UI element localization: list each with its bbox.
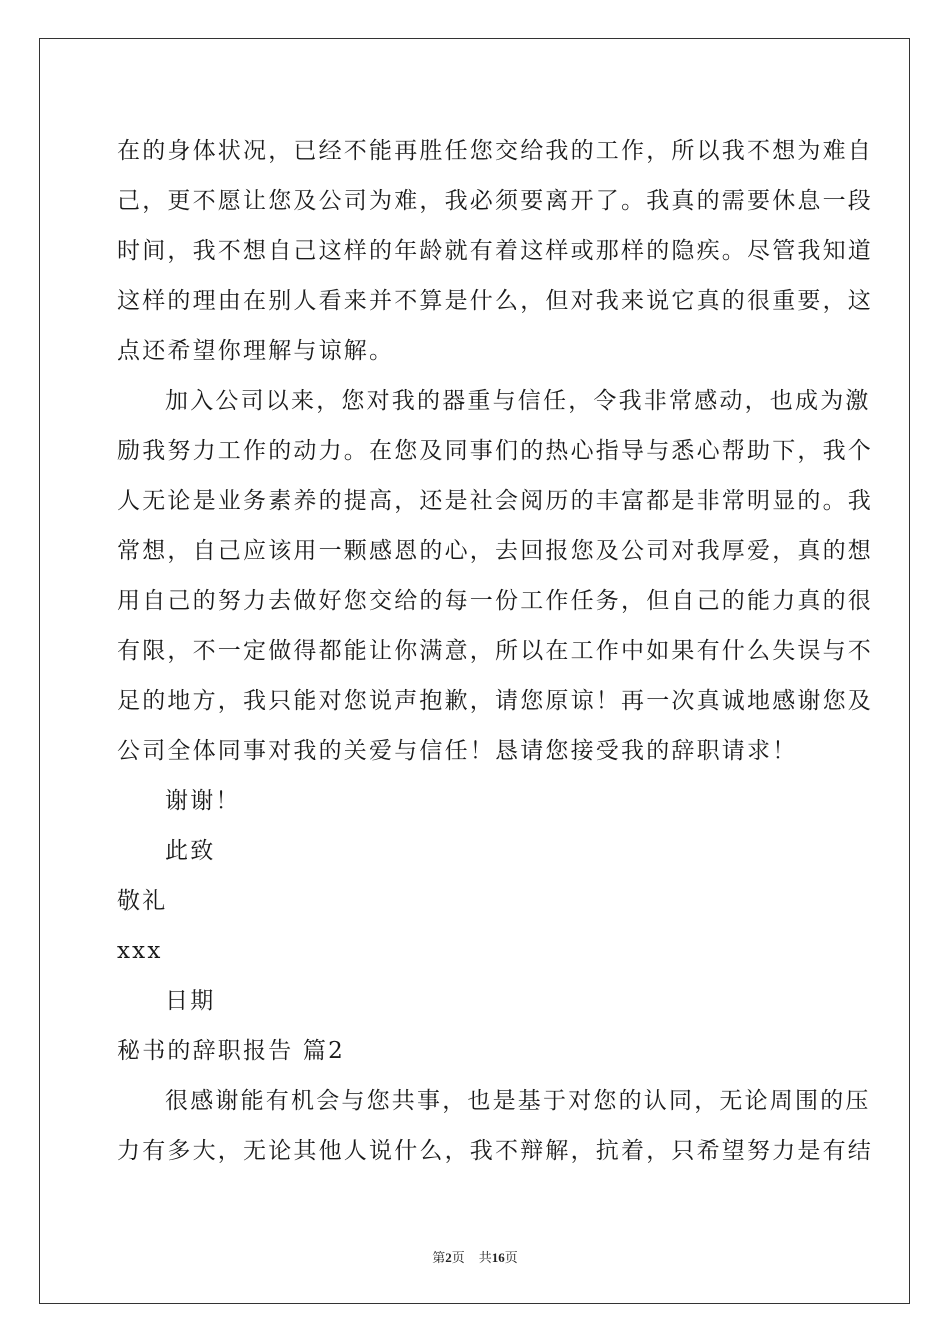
text-line: 常想，自己应该用一颗感恩的心，去回报您及公司对我厚爱，真的想 xyxy=(117,538,873,564)
page-footer xyxy=(0,1247,950,1266)
text-line: 时间，我不想自己这样的年龄就有着这样或那样的隐疾。尽管我知道 xyxy=(117,238,873,264)
text-line: 点还希望你理解与谅解。 xyxy=(117,338,395,364)
page-prefix: 第 xyxy=(432,1251,446,1266)
text-line: 人无论是业务素养的提高，还是社会阅历的丰富都是非常明显的。我 xyxy=(117,488,873,514)
text-line: 有限，不一定做得都能让你满意，所以在工作中如果有什么失误与不 xyxy=(117,638,873,664)
text-line: 在的身体状况，已经不能再胜任您交给我的工作，所以我不想为难自 xyxy=(117,138,873,164)
text-line: 励我努力工作的动力。在您及同事们的热心指导与悉心帮助下，我个 xyxy=(117,438,873,464)
text-line: 加入公司以来，您对我的器重与信任，令我非常感动，也成为激 xyxy=(165,388,871,414)
text-line: 公司全体同事对我的关爱与信任！恳请您接受我的辞职请求！ xyxy=(117,738,798,764)
text-line: 力有多大，无论其他人说什么，我不辩解，抗着，只希望努力是有结 xyxy=(117,1138,873,1164)
text-line: 己，更不愿让您及公司为难，我必须要离开了。我真的需要休息一段 xyxy=(117,188,873,214)
text-line: 用自己的努力去做好您交给的每一份工作任务，但自己的能力真的很 xyxy=(117,588,873,614)
text-line: 很感谢能有机会与您共事，也是基于对您的认同，无论周围的压 xyxy=(165,1088,871,1114)
text-line: 这样的理由在别人看来并不算是什么，但对我来说它真的很重要，这 xyxy=(117,288,873,314)
page-number: 2 xyxy=(445,1250,452,1265)
text-line: 足的地方，我只能对您说声抱歉，请您原谅！再一次真诚地感谢您及 xyxy=(117,688,873,714)
total-prefix: 共 xyxy=(478,1251,492,1266)
section-heading: 秘书的辞职报告 篇2 xyxy=(117,1038,345,1064)
total-suffix: 页 xyxy=(504,1251,518,1266)
date-line: 日期 xyxy=(165,988,216,1014)
signature-name: xxx xyxy=(117,938,163,964)
thanks-line: 谢谢！ xyxy=(165,788,241,814)
salutation-line: 敬礼 xyxy=(117,888,168,914)
total-pages: 16 xyxy=(491,1250,505,1265)
document-body xyxy=(117,126,873,1176)
page-suffix: 页 xyxy=(451,1251,465,1266)
closing-line: 此致 xyxy=(165,838,216,864)
